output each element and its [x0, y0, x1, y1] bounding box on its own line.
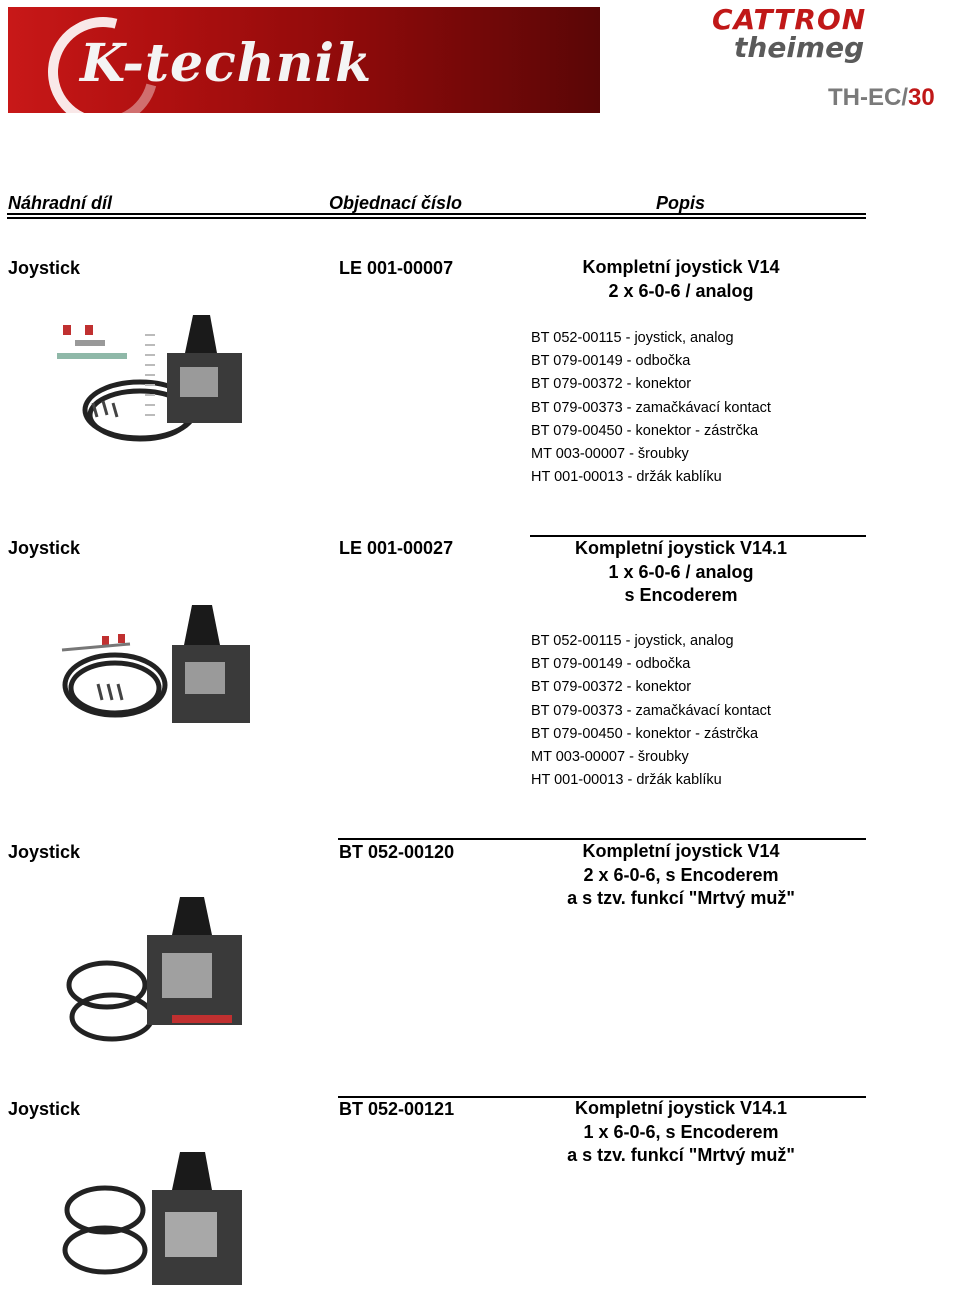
- connector-red-icon: [102, 636, 109, 645]
- item-name: Joystick: [8, 842, 81, 862]
- item-description: [511, 840, 851, 911]
- part-item: BT 052-00115 - joystick, analog: [531, 633, 734, 649]
- column-header-part: Náhradní díl: [8, 193, 113, 213]
- parts-list: [531, 630, 771, 792]
- joystick-handle-icon: [172, 897, 212, 935]
- cable-tie-icon: [62, 644, 130, 650]
- description-line: a s tzv. funkcí "Mrtvý muž": [567, 888, 795, 908]
- description-line: 1 x 6-0-6 / analog: [608, 561, 754, 582]
- item-name: Joystick: [8, 1099, 81, 1119]
- joystick-kit-photo: [20, 600, 260, 730]
- cattron-theimeg-logo: [712, 3, 912, 64]
- item-order-number: LE 001-00007: [339, 258, 454, 278]
- joystick-kit-photo: [60, 1150, 250, 1290]
- screws-icon: [98, 684, 122, 700]
- part-item: BT 079-00149 - odbočka: [531, 656, 691, 673]
- column-header-order-number: Objednací číslo: [329, 193, 463, 213]
- parts-list: [531, 327, 771, 489]
- joystick-handle-icon: [184, 605, 220, 645]
- item-name: Joystick: [8, 258, 81, 278]
- item-name: Joystick: [8, 538, 81, 558]
- k-technik-logo-text: K-technik: [80, 33, 373, 94]
- connector-red-icon: [63, 325, 71, 335]
- item-description: [511, 256, 851, 303]
- description-line: s Encoderem: [624, 585, 738, 605]
- item-description: [511, 1097, 851, 1168]
- column-header-description: Popis: [656, 193, 706, 213]
- connector-red-icon: [172, 1015, 232, 1023]
- description-line: 2 x 6-0-6, s Encoderem: [583, 864, 779, 885]
- part-item: BT 079-00149 - odbočka: [531, 353, 691, 370]
- description-line: Kompletní joystick V14.1: [574, 1098, 788, 1118]
- part-item: MT 003-00007 - šroubky: [531, 446, 689, 463]
- joystick-handle-icon: [172, 1152, 212, 1190]
- joystick-plate-icon: [165, 1212, 217, 1257]
- k-technik-logo: [8, 7, 600, 113]
- joystick-kit-photo: [62, 895, 252, 1045]
- connector-red-icon: [85, 325, 93, 335]
- item-order-number: BT 052-00120: [339, 842, 455, 862]
- description-line: Kompletní joystick V14: [582, 257, 780, 277]
- model-label: [828, 84, 935, 112]
- part-item: BT 079-00450 - konektor - zástrčka: [531, 725, 759, 742]
- header-divider: [7, 213, 866, 215]
- cattron-logo-text: CATTRON: [712, 3, 867, 36]
- item-order-number: BT 052-00121: [339, 1099, 455, 1119]
- part-item: BT 052-00115 - joystick, analog: [531, 330, 734, 346]
- description-line: Kompletní joystick V14: [582, 841, 780, 861]
- part-item: BT 079-00373 - zamačkávací kontact: [531, 702, 771, 719]
- part-item: HT 001-00013 - držák kablíku: [531, 469, 722, 486]
- theimeg-logo-text: theimeg: [734, 31, 865, 64]
- joystick-plate-icon: [162, 953, 212, 998]
- joystick-handle-icon: [185, 315, 217, 353]
- description-line: 2 x 6-0-6 / analog: [608, 280, 754, 301]
- joystick-plate-icon: [185, 662, 225, 694]
- description-line: a s tzv. funkcí "Mrtvý muž": [567, 1145, 795, 1165]
- terminal-strip-icon: [57, 353, 127, 359]
- cable-coil-icon: [65, 1188, 145, 1272]
- description-line: Kompletní joystick V14.1: [574, 538, 788, 558]
- part-item: BT 079-00372 - konektor: [531, 679, 692, 696]
- item-order-number: LE 001-00027: [339, 538, 454, 558]
- description-line: 1 x 6-0-6, s Encoderem: [583, 1121, 779, 1142]
- joystick-kit-photo: [45, 305, 255, 455]
- item-description: [511, 537, 851, 608]
- cable-coil-icon: [65, 655, 165, 715]
- part-item: BT 079-00450 - konektor - zástrčka: [531, 422, 759, 439]
- joystick-plate-icon: [180, 367, 218, 397]
- model-prefix: TH-EC/: [828, 84, 908, 111]
- connector-red-icon: [118, 634, 125, 643]
- part-item: BT 079-00372 - konektor: [531, 376, 692, 393]
- terminal-strip-icon: [75, 340, 105, 346]
- pins-icon: [145, 335, 155, 415]
- model-number: 30: [908, 84, 935, 111]
- header-divider-second: [7, 217, 866, 219]
- part-item: BT 079-00373 - zamačkávací kontact: [531, 399, 771, 416]
- cable-coil-icon: [69, 963, 152, 1039]
- part-item: MT 003-00007 - šroubky: [531, 749, 689, 766]
- part-item: HT 001-00013 - držák kablíku: [531, 772, 722, 789]
